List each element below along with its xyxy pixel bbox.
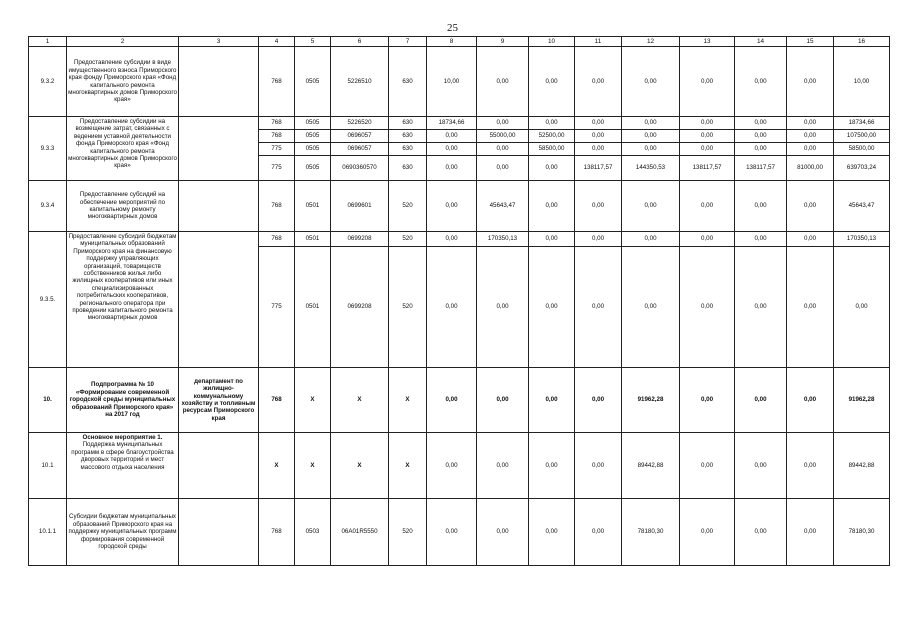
cell-rzpr: X <box>295 433 331 499</box>
cell-amount: 0,00 <box>680 181 735 232</box>
cell-grbs: 768 <box>259 232 295 247</box>
cell-total: 78180,30 <box>834 499 890 566</box>
cell-grbs: 768 <box>259 117 295 130</box>
cell-amount: 0,00 <box>787 117 834 130</box>
cell-amount: 0,00 <box>575 247 622 368</box>
activity-title: Основное мероприятие 1. <box>82 434 163 441</box>
cell-amount: 0,00 <box>680 433 735 499</box>
cell-amount: 0,00 <box>575 47 622 117</box>
item-name: Предоставление субсидий бюджетам муниципальных образований Приморского края на финансовую поддержку управляющих организаций, товариществ собственников жилья либо жилищных кооперативов или иных специализированных потребительских кооперативов, регионального оператора при проведении капитального ремонта многоквартирных домов <box>67 232 179 368</box>
responsible-executor <box>179 433 259 499</box>
cell-amount: 55000,00 <box>477 130 529 143</box>
cell-amount: 0,00 <box>787 247 834 368</box>
cell-amount: 170350,13 <box>477 232 529 247</box>
page-number: 25 <box>447 22 458 34</box>
cell-amount: 0,00 <box>427 143 477 156</box>
item-number: 10. <box>29 368 67 433</box>
column-number: 14 <box>735 37 787 47</box>
item-name: Подпрограмма № 10 «Формирование современной городской среды муниципальных образований Приморского края» на 2017 год <box>67 368 179 433</box>
cell-amount: 0,00 <box>680 130 735 143</box>
cell-csr: 0699208 <box>331 247 389 368</box>
cell-amount: 10,00 <box>427 47 477 117</box>
cell-amount: 0,00 <box>529 232 575 247</box>
table-row <box>29 232 890 247</box>
cell-amount: 0,00 <box>575 143 622 156</box>
cell-total: 18734,66 <box>834 117 890 130</box>
cell-amount: 0,00 <box>735 130 787 143</box>
column-number: 5 <box>295 37 331 47</box>
cell-csr: 5226510 <box>331 47 389 117</box>
cell-amount: 0,00 <box>427 368 477 433</box>
cell-amount: 0,00 <box>477 433 529 499</box>
cell-amount: 0,00 <box>477 368 529 433</box>
cell-amount: 0,00 <box>735 232 787 247</box>
cell-rzpr: 0501 <box>295 247 331 368</box>
cell-amount: 0,00 <box>680 143 735 156</box>
cell-amount: 45643,47 <box>477 181 529 232</box>
cell-amount: 0,00 <box>787 433 834 499</box>
cell-total: 170350,13 <box>834 232 890 247</box>
cell-amount: 0,00 <box>680 499 735 566</box>
cell-vr: 630 <box>389 156 427 181</box>
column-number: 16 <box>834 37 890 47</box>
cell-amount: 0,00 <box>787 130 834 143</box>
cell-csr: 06А01R5550 <box>331 499 389 566</box>
cell-vr: 520 <box>389 181 427 232</box>
cell-amount: 0,00 <box>735 499 787 566</box>
cell-csr: 0690360570 <box>331 156 389 181</box>
item-name-cell <box>67 433 179 499</box>
cell-rzpr: 0505 <box>295 143 331 156</box>
column-number-row <box>29 37 890 47</box>
cell-vr: 520 <box>389 232 427 247</box>
column-number: 15 <box>787 37 834 47</box>
cell-amount: 0,00 <box>575 130 622 143</box>
item-number: 9.3.5. <box>29 232 67 368</box>
cell-grbs: 768 <box>259 47 295 117</box>
cell-csr: 0699208 <box>331 232 389 247</box>
cell-amount: 0,00 <box>622 181 680 232</box>
cell-total: 91962,28 <box>834 368 890 433</box>
cell-amount: 138117,57 <box>680 156 735 181</box>
responsible-executor <box>179 181 259 232</box>
cell-amount: 0,00 <box>735 181 787 232</box>
cell-amount: 0,00 <box>680 247 735 368</box>
cell-amount: 18734,66 <box>427 117 477 130</box>
item-name: Предоставление субсидий на обеспечение мероприятий по капитальному ремонту многоквартирных домов <box>67 181 179 232</box>
cell-amount: 144350,53 <box>622 156 680 181</box>
table-row <box>29 47 890 117</box>
cell-total: 0,00 <box>834 247 890 368</box>
table-row <box>29 368 890 433</box>
column-number: 9 <box>477 37 529 47</box>
table-row <box>29 433 890 499</box>
cell-amount: 138117,57 <box>575 156 622 181</box>
cell-total: 10,00 <box>834 47 890 117</box>
cell-amount: 81000,00 <box>787 156 834 181</box>
item-name: Поддержка муниципальных программ в сфере благоустройства дворовых территорий и мест массового отдыха населения <box>71 441 174 471</box>
item-name: Предоставление субсидии на возмещение затрат, связанных с ведением уставной деятельности фонда Приморского края «Фонд капитального ремонта многоквартирных домов Приморского края» <box>67 117 179 181</box>
cell-amount: 89442,88 <box>622 433 680 499</box>
cell-amount: 0,00 <box>622 47 680 117</box>
cell-vr: 520 <box>389 247 427 368</box>
cell-rzpr: 0505 <box>295 117 331 130</box>
cell-amount: 0,00 <box>575 117 622 130</box>
cell-amount: 0,00 <box>427 232 477 247</box>
item-name: Предоставление субсидии в виде имущественного взноса Приморского края фонду Приморского края «Фонд капитального ремонта многоквартирных домов Приморского края» <box>67 47 179 117</box>
cell-amount: 0,00 <box>529 47 575 117</box>
column-number: 3 <box>179 37 259 47</box>
cell-amount: 0,00 <box>622 247 680 368</box>
column-number: 11 <box>575 37 622 47</box>
cell-amount: 138117,57 <box>735 156 787 181</box>
cell-total: 45643,47 <box>834 181 890 232</box>
cell-vr: 520 <box>389 499 427 566</box>
table-row <box>29 499 890 566</box>
column-number: 8 <box>427 37 477 47</box>
cell-amount: 0,00 <box>680 232 735 247</box>
cell-rzpr: 0505 <box>295 130 331 143</box>
cell-vr: X <box>389 368 427 433</box>
item-number: 10.1 <box>29 433 67 499</box>
cell-csr: 5226520 <box>331 117 389 130</box>
cell-amount: 0,00 <box>575 232 622 247</box>
cell-amount: 0,00 <box>680 117 735 130</box>
cell-amount: 0,00 <box>477 47 529 117</box>
cell-rzpr: 0501 <box>295 232 331 247</box>
responsible-executor <box>179 117 259 181</box>
cell-amount: 0,00 <box>427 130 477 143</box>
cell-amount: 0,00 <box>477 143 529 156</box>
cell-amount: 0,00 <box>735 368 787 433</box>
cell-amount: 0,00 <box>575 368 622 433</box>
cell-amount: 0,00 <box>529 433 575 499</box>
cell-amount: 0,00 <box>787 47 834 117</box>
cell-amount: 0,00 <box>575 181 622 232</box>
column-number: 6 <box>331 37 389 47</box>
cell-amount: 0,00 <box>529 368 575 433</box>
cell-amount: 0,00 <box>787 499 834 566</box>
cell-vr: 630 <box>389 117 427 130</box>
item-name: Субсидии бюджетам муниципальных образований Приморского края на поддержку муниципальных программ формирования современной городской среды <box>67 499 179 566</box>
cell-amount: 0,00 <box>735 247 787 368</box>
cell-rzpr: X <box>295 368 331 433</box>
cell-amount: 0,00 <box>787 368 834 433</box>
cell-amount: 0,00 <box>427 433 477 499</box>
cell-grbs: 768 <box>259 130 295 143</box>
cell-total: 107500,00 <box>834 130 890 143</box>
cell-amount: 0,00 <box>529 247 575 368</box>
cell-amount: 0,00 <box>529 499 575 566</box>
responsible-executor <box>179 499 259 566</box>
cell-amount: 78180,30 <box>622 499 680 566</box>
cell-rzpr: 0505 <box>295 47 331 117</box>
cell-grbs: 775 <box>259 247 295 368</box>
cell-amount: 0,00 <box>735 47 787 117</box>
cell-amount: 0,00 <box>575 499 622 566</box>
cell-vr: 630 <box>389 130 427 143</box>
cell-amount: 0,00 <box>529 117 575 130</box>
cell-amount: 0,00 <box>575 433 622 499</box>
cell-amount: 0,00 <box>787 232 834 247</box>
cell-rzpr: 0501 <box>295 181 331 232</box>
cell-amount: 52500,00 <box>529 130 575 143</box>
column-number: 2 <box>67 37 179 47</box>
cell-amount: 0,00 <box>735 143 787 156</box>
cell-amount: 0,00 <box>680 368 735 433</box>
column-number: 1 <box>29 37 67 47</box>
budget-table <box>28 36 890 566</box>
cell-total: 89442,88 <box>834 433 890 499</box>
cell-grbs: 768 <box>259 368 295 433</box>
cell-csr: 0696057 <box>331 130 389 143</box>
column-number: 13 <box>680 37 735 47</box>
cell-amount: 58500,00 <box>529 143 575 156</box>
column-number: 7 <box>389 37 427 47</box>
responsible-executor <box>179 47 259 117</box>
cell-csr: X <box>331 433 389 499</box>
item-number: 9.3.3 <box>29 117 67 181</box>
cell-amount: 0,00 <box>427 247 477 368</box>
responsible-executor <box>179 232 259 368</box>
cell-amount: 0,00 <box>787 143 834 156</box>
cell-amount: 91962,28 <box>622 368 680 433</box>
cell-total: 58500,00 <box>834 143 890 156</box>
cell-amount: 0,00 <box>787 181 834 232</box>
item-number: 9.3.4 <box>29 181 67 232</box>
cell-amount: 0,00 <box>622 130 680 143</box>
item-number: 10.1.1 <box>29 499 67 566</box>
cell-amount: 0,00 <box>735 117 787 130</box>
cell-grbs: X <box>259 433 295 499</box>
responsible-executor: департамент по жилищно-коммунальному хозяйству и топливным ресурсам Приморского края <box>179 368 259 433</box>
cell-grbs: 775 <box>259 156 295 181</box>
cell-csr: X <box>331 368 389 433</box>
cell-grbs: 775 <box>259 143 295 156</box>
cell-amount: 0,00 <box>477 117 529 130</box>
cell-total: 639703,24 <box>834 156 890 181</box>
cell-amount: 0,00 <box>477 247 529 368</box>
cell-amount: 0,00 <box>622 232 680 247</box>
cell-amount: 0,00 <box>477 156 529 181</box>
item-number: 9.3.2 <box>29 47 67 117</box>
cell-amount: 0,00 <box>680 47 735 117</box>
cell-amount: 0,00 <box>477 499 529 566</box>
cell-vr: 630 <box>389 47 427 117</box>
cell-csr: 0696057 <box>331 143 389 156</box>
cell-rzpr: 0503 <box>295 499 331 566</box>
cell-grbs: 768 <box>259 499 295 566</box>
cell-rzpr: 0505 <box>295 156 331 181</box>
column-number: 10 <box>529 37 575 47</box>
cell-amount: 0,00 <box>427 181 477 232</box>
column-number: 12 <box>622 37 680 47</box>
cell-grbs: 768 <box>259 181 295 232</box>
cell-amount: 0,00 <box>622 143 680 156</box>
table-row <box>29 181 890 232</box>
cell-vr: X <box>389 433 427 499</box>
cell-amount: 0,00 <box>622 117 680 130</box>
cell-amount: 0,00 <box>735 433 787 499</box>
cell-amount: 0,00 <box>427 499 477 566</box>
cell-vr: 630 <box>389 143 427 156</box>
cell-csr: 0699601 <box>331 181 389 232</box>
cell-amount: 0,00 <box>529 156 575 181</box>
table-row <box>29 117 890 130</box>
cell-amount: 0,00 <box>529 181 575 232</box>
cell-amount: 0,00 <box>427 156 477 181</box>
column-number: 4 <box>259 37 295 47</box>
